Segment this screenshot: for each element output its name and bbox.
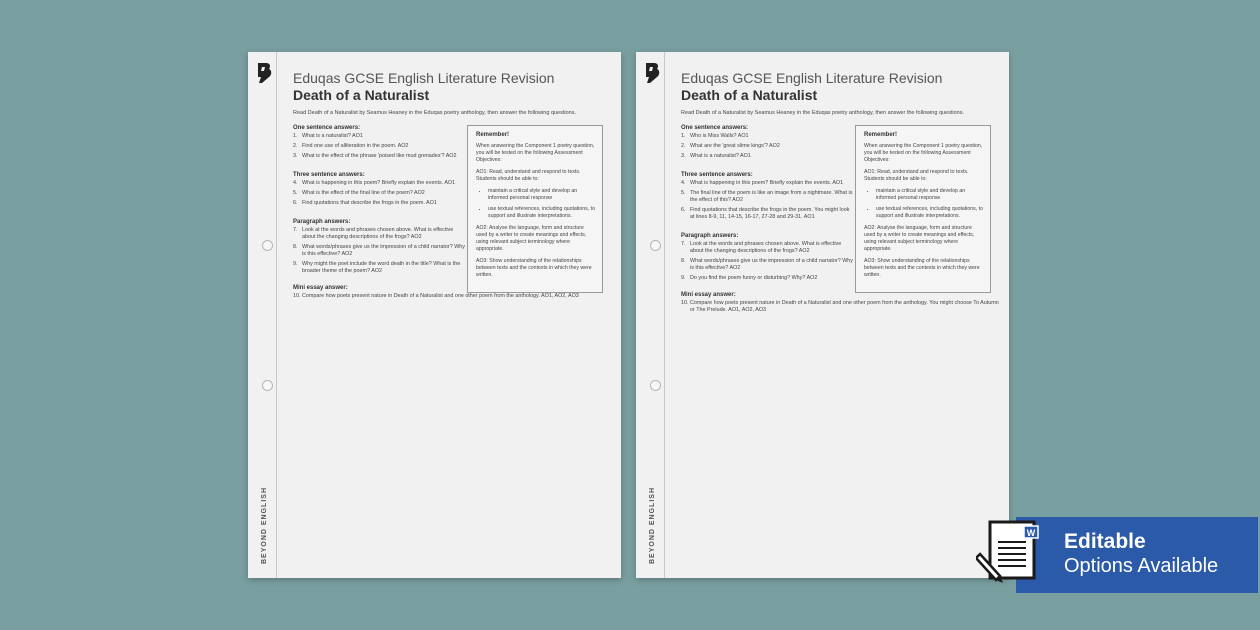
questions-column [681, 125, 853, 282]
section-heading: One sentence answers: [681, 125, 749, 131]
remember-box [855, 125, 991, 293]
punch-hole [650, 380, 661, 391]
question-item: 7. Look at the words and phrases chosen above. What is effective about the changing descriptions of the frogs? AO2 [681, 241, 842, 254]
question-item: 2. Find one use of alliteration in the poem. AO2 [293, 143, 409, 149]
mini-essay-section [681, 292, 999, 314]
question-item: 9. Why might the poet include the word death in the title? What is the broader theme of the poem? AO2 [293, 261, 461, 274]
punch-hole [262, 240, 273, 251]
intro-text: Read Death of a Naturalist by Seamus Heaney in the Eduqas poetry anthology, then answer the following questions. [293, 110, 577, 116]
remember-bullet: • use textual references, including quotations, to support and illustrate interpretations. [876, 206, 984, 220]
question-item: 5. What is the effect of the final line of the poem? AO2 [293, 190, 425, 196]
question-item: 10. Compare how poets present nature in Death of a Naturalist and one other poem from the anthology. You might choose To Autumn or The Prelude. AO1, AO2, AO3 [681, 300, 999, 313]
worksheet-preview-left [248, 52, 621, 578]
margin-line [664, 52, 665, 578]
question-item: 8. What words/phrases give us the impression of a child narrator? Why is this effective? AO2 [293, 244, 465, 257]
question-item: 2. What are the 'great slime kings'? AO2 [681, 143, 780, 149]
remember-heading: Remember! [864, 132, 898, 138]
badge-title: Editable [1064, 530, 1146, 553]
section-heading: Mini essay answer: [293, 285, 348, 291]
remember-text: AO1: Read, understand and respond to texts. Students should be able to: [476, 169, 581, 182]
section-heading: Paragraph answers: [293, 219, 351, 225]
question-item: 4. What is happening in this poem? Briefly explain the events. AO1 [681, 180, 844, 186]
vertical-brand-text: BEYOND ENGLISH [261, 486, 268, 564]
remember-text: When answering the Component 1 poetry question, you will be tested on the following Assessment Objectives: [864, 143, 983, 163]
section-heading: One sentence answers: [293, 125, 361, 131]
question-item: 1. What is a naturalist? AO1 [293, 133, 363, 139]
question-item: 7. Look at the words and phrases chosen above. What is effective about the changing descriptions of the frogs? AO2 [293, 227, 454, 240]
beyond-logo-icon [255, 62, 273, 84]
question-item: 9. Do you find the poem funny or disturbing? Why? AO2 [681, 275, 818, 281]
question-item: 6. Find quotations that describe the frogs in the poem. AO1 [293, 200, 437, 206]
badge-subtitle: Options Available [1064, 555, 1219, 577]
remember-text: When answering the Component 1 poetry question, you will be tested on the following Assessment Objectives: [476, 143, 595, 163]
worksheet-subtitle: Death of a Naturalist [681, 87, 818, 103]
remember-text: AO3: Show understanding of the relationships between texts and the contexts in which they were written. [476, 258, 592, 278]
question-item: 6. Find quotations that describe the frogs in the poem. You might look at lines 8-9, 11, 14-15, 16-17, 27-28 and 29-31. AO1 [681, 207, 850, 220]
remember-bullet: • use textual references, including quotations, to support and illustrate interpretations. [488, 206, 596, 220]
intro-text: Read Death of a Naturalist by Seamus Heaney in the Eduqas poetry anthology, then answer the following questions. [681, 110, 965, 116]
remember-heading: Remember! [476, 132, 510, 138]
word-document-icon [976, 520, 1056, 592]
section-heading: Three sentence answers: [681, 172, 753, 178]
punch-hole [650, 240, 661, 251]
question-item: 3. What is a naturalist? AO1 [681, 153, 751, 159]
remember-text: AO2: Analyse the language, form and structure used by a writer to create meanings and effects, using relevant subject terminology where appropriate. [864, 225, 975, 252]
worksheet-preview-right [636, 52, 1009, 578]
section-heading: Paragraph answers: [681, 233, 739, 239]
svg-text:W: W [1026, 528, 1036, 538]
worksheet-subtitle: Death of a Naturalist [293, 87, 430, 103]
section-heading: Mini essay answer: [681, 292, 736, 298]
margin-line [276, 52, 277, 578]
remember-list [476, 188, 596, 220]
remember-list [864, 188, 984, 220]
question-item: 3. What is the effect of the phrase 'poised like mud grenades'? AO2 [293, 153, 457, 159]
question-item: 4. What is happening in this poem? Briefly explain the events. AO1 [293, 180, 456, 186]
question-item: 10. Compare how poets present nature in Death of a Naturalist and one other poem from the anthology. AO1, AO2, AO3 [293, 293, 579, 299]
remember-box [467, 125, 603, 293]
remember-bullet: • maintain a critical style and develop an informed personal response [876, 188, 984, 202]
vertical-brand-text: BEYOND ENGLISH [649, 486, 656, 564]
remember-text: AO1: Read, understand and respond to texts. Students should be able to: [864, 169, 969, 182]
remember-text: AO2: Analyse the language, form and structure used by a writer to create meanings and effects, using relevant subject terminology where appropriate. [476, 225, 587, 252]
question-item: 8. What words/phrases give us the impression of a child narrator? Why is this effective? AO2 [681, 258, 853, 271]
badge-label [1064, 529, 1218, 579]
question-item: 5. The final line of the poem is like an image from a nightmare. What is the effect of this? AO2 [681, 190, 853, 203]
section-heading: Three sentence answers: [293, 172, 365, 178]
remember-bullet: • maintain a critical style and develop an informed personal response [488, 188, 596, 202]
beyond-logo-icon [643, 62, 661, 84]
question-item: 1. Who is Miss Walls? AO1 [681, 133, 749, 139]
questions-column [293, 125, 465, 275]
punch-hole [262, 380, 273, 391]
remember-text: AO3: Show understanding of the relationships between texts and the contexts in which they were written. [864, 258, 980, 278]
worksheet-title: Eduqas GCSE English Literature Revision [293, 70, 555, 86]
worksheet-title: Eduqas GCSE English Literature Revision [681, 70, 943, 86]
